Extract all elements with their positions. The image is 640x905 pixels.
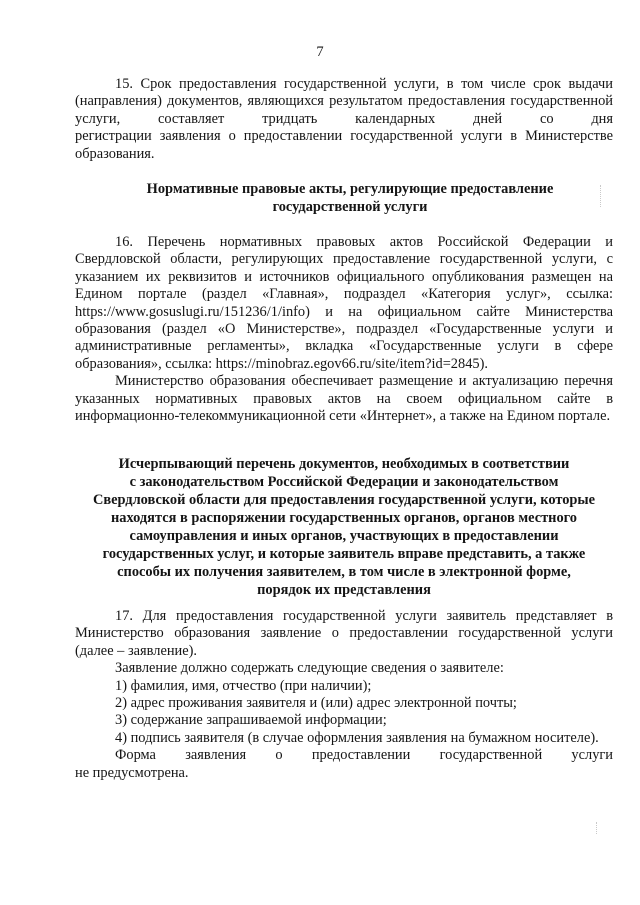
section-17 (75, 608, 613, 782)
list-item: 3) содержание запрашиваемой информации; (115, 712, 387, 729)
section-17-paragraph-3b: не предусмотрена. (75, 764, 189, 781)
section-16-paragraph-1: 16. Перечень нормативных правовых актов Российской Федерации и Свердловской области, регулирующих предоставление государственной услуги, с указанием их реквизитов и источников официального опубликования размещен на Едином портале (раздел «Главная», подраздел «Категория услуг», ссылка: https://www.gosuslugi.ru/151236/1/info) и на официальном сайте Министерства образования (раздел «О Министерстве», подраздел «Государственные услуги и административные регламенты», вкладка «Государственные услуги в сфере образования», ссылка: https://minobraz.egov66.ru/site/item?id=2845). (75, 234, 613, 372)
heading-documents-list-line-5: самоуправления и иных органов, участвующих в предоставлении (129, 528, 559, 544)
scan-mark-top (600, 185, 603, 207)
section-17-paragraph-1: 17. Для предоставления государственной услуги заявитель представляет в Министерство образования заявление о предоставлении государственной услуги (далее – заявление). (75, 608, 613, 659)
list-item: 4) подпись заявителя (в случае оформления заявления на бумажном носителе). (115, 729, 599, 746)
page-number: 7 (316, 44, 324, 60)
heading-normative-acts (100, 180, 600, 216)
heading-normative-acts-line-2: государственной услуги (272, 199, 428, 215)
heading-documents-list (70, 455, 618, 599)
scan-mark-bottom (596, 822, 599, 834)
heading-documents-list-line-3: Свердловской области для предоставления государственной услуги, которые (92, 492, 596, 508)
list-item: 1) фамилия, имя, отчество (при наличии); (115, 677, 372, 694)
heading-documents-list-line-4: находятся в распоряжении государственных органов, органов местного (110, 510, 578, 526)
section-17-paragraph-2: Заявление должно содержать следующие сведения о заявителе: (115, 660, 504, 677)
heading-documents-list-line-6: государственных услуг, и которые заявитель вправе представить, а также (102, 546, 586, 562)
section-16 (75, 234, 613, 425)
section-15 (75, 76, 613, 163)
section-15-paragraph-a: 15. Срок предоставления государственной услуги, в том числе срок выдачи (направления) документов, являющихся результатом предоставления государственной услуги, составляет тридцать календарных дней со дня (75, 76, 613, 127)
section-17-paragraph-3a: Форма заявления о предоставлении государственной услуги (115, 747, 613, 764)
heading-normative-acts-line-1: Нормативные правовые акты, регулирующие предоставление (146, 181, 554, 197)
section-15-paragraph-b: регистрации заявления о предоставлении государственной услуги в Министерстве образования. (75, 128, 613, 162)
heading-documents-list-line-1: Исчерпывающий перечень документов, необходимых в соответствии (118, 456, 570, 472)
list-item: 2) адрес проживания заявителя и (или) адрес электронной почты; (115, 695, 517, 712)
heading-documents-list-line-7: способы их получения заявителем, в том числе в электронной форме, (117, 564, 571, 580)
heading-documents-list-line-8: порядок их представления (257, 582, 431, 598)
heading-documents-list-line-2: с законодательством Российской Федерации и законодательством (129, 474, 559, 490)
section-16-paragraph-2: Министерство образования обеспечивает размещение и актуализацию перечня указанных нормативных правовых актов на своем официальном сайте в информационно-телекоммуникационной сети «Интернет», а также на Едином портале. (75, 373, 613, 425)
